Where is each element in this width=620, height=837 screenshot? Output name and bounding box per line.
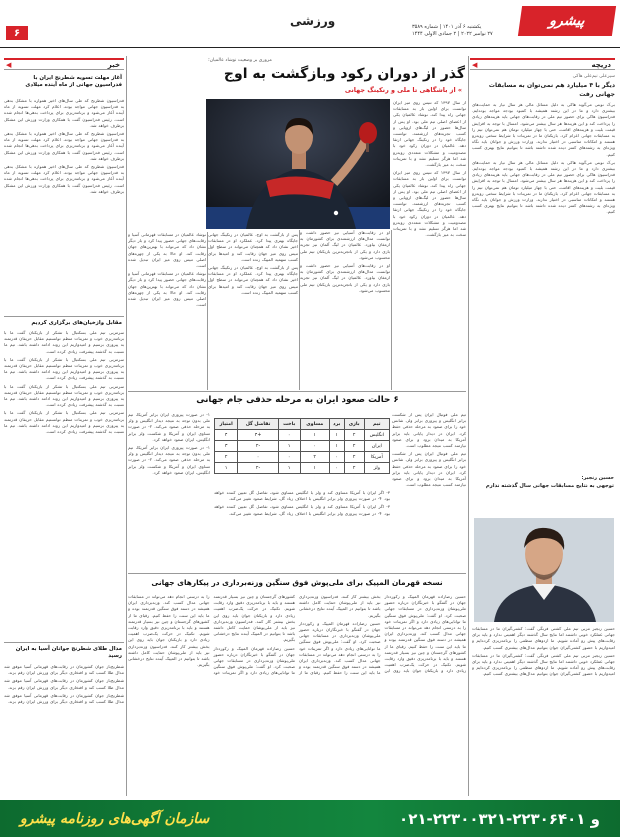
table-cell: ۰ [278,452,300,463]
table-cell: ایران [364,441,389,452]
news-headline: مقابل وازخیان‌های برگزاری کردیم [31,320,122,326]
main-body-column: پس از بازگشت به اوج، عالمیان در رنکینگ جهانی جایگاه بهتری پیدا کرد. عملکرد او در مسابقات اخیر نشان داد که همچنان می‌تواند در سطح اول تنیس روی میز جهان رقابت کند و امیدها برای کسب سهمیه المپیک زنده است. پس از بازگشت به اوج، عالمیان در رنکینگ جهانی جایگاه بهتری پیدا کرد. عملکرد او در مسابقات اخیر نشان داد که همچنان می‌تواند در سطح اول تنیس روی میز جهان رقابت کند و امیدها برای کسب سهمیه المپیک زنده است. [208,232,298,295]
table-cell: -۲ [238,441,278,452]
table-cell: ۲ [300,452,329,463]
main-body-column: او در رقابت‌های آسیایی نیز حضور داشت و توانست مدال‌های ارزشمندی برای کشورمان به ارمغان بیاورد. عالمیان در لیگ آلمان نیز تجربه بازی دارد و یکی از باتجربه‌ترین بازیکنان تیم ملی محسوب می‌شود. او در رقابت‌های آسیایی نیز حضور داشت و توانست مدال‌های ارزشمندی برای کشورمان به ارمغان بیاورد. عالمیان در لیگ آلمان نیز تجربه بازی دارد و یکی از باتجربه‌ترین بازیکنان تیم ملی محسوب می‌شود. [300,230,390,293]
table-cell: ولز [364,463,389,474]
section-title: ورزشی [290,14,336,28]
main-subheadline: » از باشگاهی تا ملی و رنکینگ جهانی [344,86,462,94]
column-header: بازی [344,419,364,430]
table-cell: ۲ [344,452,364,463]
news-headline: آغاز مهلت تسویه شطرنج ایران با فدراسیون جهانی از ماه آینده میلادی [25,75,122,88]
portrait-photo [474,518,614,622]
standings-body: ۳- اگر ایران با آمریکا مساوی کند و ولز با انگلیس مساوی شود، تفاضل گل تعیین کننده خواهد بود. ۴- در صورت پیروزی ولز برابر انگلیس با اختلاف زیاد گل، شرایط صعود تغییر می‌کند. ۳- اگر ایران با آمریکا مساوی کند و ولز با انگلیس مساوی شود، تفاضل گل تعیین کننده خواهد بود. ۴- در صورت پیروزی ولز برابر انگلیس با اختلاف زیاد گل، شرایط صعود تغییر می‌کند. [214,490,390,516]
standings-body: تیم ملی فوتبال ایران پس از شکست برابر انگلیس و پیروزی برابر ولز، شانس خود را برای صعود به مرحله حذفی حفظ کرد. ایران در دیدار پایانی باید برابر آمریکا به میدان برود و برای صعود نیازمند کسب نتیجه مطلوب است. تیم ملی فوتبال ایران پس از شکست برابر انگلیس و پیروزی برابر ولز، شانس خود را برای صعود به مرحله حذفی حفظ کرد. ایران در دیدار پایانی باید برابر آمریکا به میدان برود و برای صعود نیازمند کسب نتیجه مطلوب است. [392,412,466,488]
table-row [215,452,390,463]
table-cell: انگلیس [364,430,389,441]
table-cell: ۰ [238,452,278,463]
quote-headline: توجهی به نتایج مسابقات جهانی سال گذشته ندارم [485,483,614,489]
column-header: برد [329,419,344,430]
table-cell: ۱ [278,463,300,474]
column-divider [468,56,469,796]
table-cell: ۰ [300,441,329,452]
quote-body: حسین رنجبر مربی تیم ملی کشتی فرنگی گفت: کشتی‌گیران ما در مسابقات جهانی عملکرد خوبی داشتند اما نتایج سال گذشته دیگر اهمیتی ندارد و باید برای رقابت‌های پیش رو آماده شویم. ما اردوهای منظمی را برنامه‌ریزی کرده‌ایم و امیدواریم با حضور کشتی‌گیران جوان بتوانیم مدال‌های بیشتری کسب کنیم. حسین رنجبر مربی تیم ملی کشتی فرنگی گفت: کشتی‌گیران ما در مسابقات جهانی عملکرد خوبی داشتند اما نتایج سال گذشته دیگر اهمیتی ندارد و باید برای رقابت‌های پیش رو آماده شویم. ما اردوهای منظمی را برنامه‌ریزی کرده‌ایم و امیدواریم با حضور کشتی‌گیران جوان بتوانیم مدال‌های بیشتری کسب کنیم. [472,626,615,677]
column-divider [126,56,127,796]
standings-headline: ۶ حالت صعود ایران به مرحله حذفی جام جهانی [196,395,399,405]
table-cell: ۱ [215,463,238,474]
main-body-column: از سال ۱۳۹۷ که تنیس روی میز ایران توانست برای اولین بار به مسابقات جهانی راه پیدا کند، نوشاد عالمیان یکی از اعضای اصلی تیم ملی بود. او پس از سال‌ها حضور در لیگ‌های اروپایی و کسب تجربه‌های ارزشمند، توانست جایگاه خود را در رنکینگ جهانی ارتقا دهد. عالمیان در دوران رکود خود با مصدومیت و مشکلات متعددی روبه‌رو شد اما هرگز تسلیم نشد و با تمرینات سخت به میز بازگشت. از سال ۱۳۹۷ که تنیس روی میز ایران توانست برای اولین بار به مسابقات جهانی راه پیدا کند، نوشاد عالمیان یکی از اعضای اصلی تیم ملی بود. او پس از سال‌ها حضور در لیگ‌های اروپایی و کسب تجربه‌های ارزشمند، توانست جایگاه خود را در رنکینگ جهانی ارتقا دهد. عالمیان در دوران رکود خود با مصدومیت و مشکلات متعددی روبه‌رو شد اما هرگز تسلیم نشد و با تمرینات سخت به میز بازگشت. [393,100,466,238]
table-cell: ۱ [278,441,300,452]
article-headline: دیگر با ۴ میلیارد هم نمی‌توان به مسابقات جهانی رفت [488,82,615,98]
column-header: باخت [278,419,300,430]
news-body: شطرنج‌باز جوان کشورمان در رقابت‌های قهرمانی آسیا موفق شد مدال طلا کسب کند و افتخاری دیگر برای ورزش ایران رقم بزند. شطرنج‌باز جوان کشورمان در رقابت‌های قهرمانی آسیا موفق شد مدال طلا کسب کند و افتخاری دیگر برای ورزش ایران رقم بزند. شطرنج‌باز جوان کشورمان در رقابت‌های قهرمانی آسیا موفق شد مدال طلا کسب کند و افتخاری دیگر برای ورزش ایران رقم بزند. [4,664,124,705]
table-cell: ۱ [329,441,344,452]
page-number: ۶ [6,26,28,40]
news-divider [4,316,124,317]
article-kicker: سپرعلی نیم‌علی هاکی [572,74,615,79]
table-row [215,441,390,452]
quote-speaker: حسین رنجبر: [581,475,614,481]
table-cell: ۲ [344,463,364,474]
group-standings-table [214,418,390,474]
table-cell: ۴ [215,430,238,441]
newspaper-logo: پیشرو [518,6,616,36]
column-header: امتیاز [215,419,238,430]
table-cell: +۴ [238,430,278,441]
column-header-window [470,58,615,70]
table-cell: ۱ [329,430,344,441]
table-cell: ۰ [329,452,344,463]
chevron-left-icon: ◀ [6,61,12,69]
issue-date: یکشنبه ۶ آذر ۱۴۰۱ | شماره ۳۵۸۹ [412,24,482,30]
weightlifting-headline: نسخه قهرمان المپیک برای ملی‌پوش فوق سنگین وزنه‌برداری در پیکارهای جهانی [151,578,443,587]
issue-date-gregorian: ۲۷ نوامبر ۲۰۲۲ | ۲ جمادی الاولی ۱۴۴۴ [412,31,493,37]
column-label: خبر [107,61,120,69]
ad-label: سازمان آگهی‌های روزنامه پیشرو [20,810,210,827]
table-cell: ۱ [300,463,329,474]
section-divider [128,391,466,392]
table-row [215,430,390,441]
news-body: سرمربی تیم ملی بسکتبال با تشکر از بازیکنان گفت ما با برنامه‌ریزی خوب و تمرینات منظم توانستیم مقابل حریفان قدرتمند به پیروزی برسیم و امیدواریم این روند ادامه داشته باشد. تیم ما نسبت به گذشته پیشرفت زیادی کرده است. سرمربی تیم ملی بسکتبال با تشکر از بازیکنان گفت ما با برنامه‌ریزی خوب و تمرینات منظم توانستیم مقابل حریفان قدرتمند به پیروزی برسیم و امیدواریم این روند ادامه داشته باشد. تیم ما نسبت به گذشته پیشرفت زیادی کرده است. سرمربی تیم ملی بسکتبال با تشکر از بازیکنان گفت ما با برنامه‌ریزی خوب و تمرینات منظم توانستیم مقابل حریفان قدرتمند به پیروزی برسیم و امیدواریم این روند ادامه داشته باشد. تیم ما نسبت به گذشته پیشرفت زیادی کرده است. سرمربی تیم ملی بسکتبال با تشکر از بازیکنان گفت ما با برنامه‌ریزی خوب و تمرینات منظم توانستیم مقابل حریفان قدرتمند به پیروزی برسیم و امیدواریم این روند ادامه داشته باشد. تیم ما نسبت به گذشته پیشرفت زیادی کرده است. [4,330,124,435]
column-label: دریچه [591,61,611,69]
main-kicker: مروری بر وضعیت نوشاد عالمیان؛ [208,58,272,63]
news-divider [4,642,124,643]
main-headline: گذر از دوران رکود وبازگشت به اوج [223,66,465,82]
article-body: بی‌ک نوبتی می‌گوید هاکی به دلیل مسائل مالی هر سال نیاز به حمایت‌های بیشتری دارد و ما در این رشته همیشه با کمبود بودجه مواجه بوده‌ایم. فدراسیون هاکی برای حضور تیم ملی در رقابت‌های جهانی باید هزینه‌های زیادی را پرداخت کند و این هزینه‌ها هر سال بیشتر می‌شود. امسال با توجه به افزایش قیمت بلیت و هزینه‌های اقامت، حتی با چهار میلیارد تومان هم نمی‌توان تیم را به مسابقات جهانی اعزام کرد. بازیکنان ما در تمرینات با شرایط سختی روبه‌رو هستند و امکانات مناسبی در اختیار ندارند. وزارت ورزش و جوانان باید نگاه ویژه‌ای به رشته‌های کمتر دیده شده داشته باشد تا بتوانیم نتایج بهتری کسب کنیم. بی‌ک نوبتی می‌گوید هاکی به دلیل مسائل مالی هر سال نیاز به حمایت‌های بیشتری دارد و ما در این رشته همیشه با کمبود بودجه مواجه بوده‌ایم. فدراسیون هاکی برای حضور تیم ملی در رقابت‌های جهانی باید هزینه‌های زیادی را پرداخت کند و این هزینه‌ها هر سال بیشتر می‌شود. امسال با توجه به افزایش قیمت بلیت و هزینه‌های اقامت، حتی با چهار میلیارد تومان هم نمی‌توان تیم را به مسابقات جهانی اعزام کرد. بازیکنان ما در تمرینات با شرایط سختی روبه‌رو هستند و امکانات مناسبی در اختیار ندارند. وزارت ورزش و جوانان باید نگاه ویژه‌ای به رشته‌های کمتر دیده شده داشته باشد تا بتوانیم نتایج بهتری کسب کنیم. [472,102,615,215]
table-cell: آمریکا [364,452,389,463]
main-body-column: نوشاد عالمیان در مسابقات قهرمانی آسیا و رقابت‌های جهانی حضور پیدا کرد و بار دیگر نشان داد که می‌تواند با بهترین‌های جهان رقابت کند. او حالا به یکی از چهره‌های اصلی تنیس روی میز ایران تبدیل شده است. نوشاد عالمیان در مسابقات قهرمانی آسیا و رقابت‌های جهانی حضور پیدا کرد و بار دیگر نشان داد که می‌تواند با بهترین‌های جهان رقابت کند. او حالا به یکی از چهره‌های اصلی تنیس روی میز ایران تبدیل شده است. [128,232,206,308]
column-header: تفاضل گل [238,419,278,430]
table-cell: ۲ [344,430,364,441]
advertising-banner [0,800,620,837]
column-header: مساوی [300,419,329,430]
table-cell: ۳ [215,441,238,452]
column-divider [391,230,392,390]
table-row [215,463,390,474]
table-cell: ۲ [344,441,364,452]
news-headline: مدال طلای شطرنج جوانان آسیا به ایران رسید [15,646,122,659]
table-cell: ۰ [278,430,300,441]
table-cell: ۲ [215,452,238,463]
column-header-news [4,58,124,70]
chevron-left-icon: ◀ [472,61,478,69]
table-cell: ۰ [329,463,344,474]
weightlifting-body: حسین رضازاده قهرمان المپیک و رکورددار جهان در گفتگو با خبرنگاران درباره حضور ملی‌پوشان وزنه‌برداری در مسابقات جهانی صحبت کرد. او گفت: ملی‌پوش فوق سنگین ما توانایی‌های زیادی دارد و اگر تمرینات خود را به درستی انجام دهد می‌تواند در مسابقات جهانی مدال کسب کند. وزنه‌برداری ایران همیشه در دسته فوق سنگین قدرتمند بوده و ما باید این سنت را حفظ کنیم. رقبای ما از کشورهای گرجستان و چین نیز بسیار قدرتمند هستند و باید با برنامه‌ریزی دقیق وارد رقابت شویم. تکنیک در حرکت یک‌ضرب اهمیت زیادی دارد و بازیکنان جوان باید روی این بخش بیشتر کار کنند. فدراسیون وزنه‌برداری نیز باید از ملی‌پوشان حمایت کامل داشته باشد تا بتوانیم در المپیک آینده نتایج درخشانی بگیریم. حسین رضازاده قهرمان المپیک و رکورددار جهان در گفتگو با خبرنگاران درباره حضور ملی‌پوشان وزنه‌برداری در مسابقات جهانی صحبت کرد. او گفت: ملی‌پوش فوق سنگین ما توانایی‌های زیادی دارد و اگر تمرینات خود را به درستی انجام دهد می‌تواند در مسابقات جهانی مدال کسب کند. وزنه‌برداری ایران همیشه در دسته فوق سنگین قدرتمند بوده و ما باید این سنت را حفظ کنیم. رقبای ما از کشورهای گرجستان و چین نیز بسیار قدرتمند هستند و باید با برنامه‌ریزی دقیق وارد رقابت شویم. تکنیک در حرکت یک‌ضرب اهمیت زیادی دارد و بازیکنان جوان باید روی این بخش بیشتر کار کنند. فدراسیون وزنه‌برداری نیز باید از ملی‌پوشان حمایت کامل داشته باشد تا بتوانیم در المپیک آینده نتایج درخشانی بگیریم. حسین رضازاده قهرمان المپیک و رکورددار جهان در گفتگو با خبرنگاران درباره حضور ملی‌پوشان وزنه‌برداری در مسابقات جهانی صحبت کرد. او گفت: ملی‌پوش فوق سنگین ما توانایی‌های زیادی دارد و اگر تمرینات خود را به درستی انجام دهد می‌تواند در مسابقات جهانی مدال کسب کند. وزنه‌برداری ایران همیشه در دسته فوق سنگین قدرتمند بوده و ما باید این سنت را حفظ کنیم. رقبای ما از کشورهای گرجستان و چین نیز بسیار قدرتمند هستند و باید با برنامه‌ریزی دقیق وارد رقابت شویم. تکنیک در حرکت یک‌ضرب اهمیت زیادی دارد و بازیکنان جوان باید روی این بخش بیشتر کار کنند. فدراسیون وزنه‌برداری نیز باید از ملی‌پوشان حمایت کامل داشته باشد تا بتوانیم در المپیک آینده نتایج درخشانی بگیریم. [128,594,466,676]
table-cell: -۲ [238,463,278,474]
table-cell: ۱ [300,430,329,441]
table-header-row [215,419,390,430]
news-body: فدراسیون شطرنج که طی سال‌های اخیر همواره با مشکل بدهی به فدراسیون جهانی مواجه بوده، اعلام کرد مهلت تسویه از ماه آینده آغاز می‌شود و برنامه‌ریزی برای پرداخت بدهی‌ها انجام شده است. رئیس فدراسیون گفت با همکاری وزارت ورزش این مشکل برطرف خواهد شد. فدراسیون شطرنج که طی سال‌های اخیر همواره با مشکل بدهی به فدراسیون جهانی مواجه بوده، اعلام کرد مهلت تسویه از ماه آینده آغاز می‌شود و برنامه‌ریزی برای پرداخت بدهی‌ها انجام شده است. رئیس فدراسیون گفت با همکاری وزارت ورزش این مشکل برطرف خواهد شد. فدراسیون شطرنج که طی سال‌های اخیر همواره با مشکل بدهی به فدراسیون جهانی مواجه بوده، اعلام کرد مهلت تسویه از ماه آینده آغاز می‌شود و برنامه‌ریزی برای پرداخت بدهی‌ها انجام شده است. رئیس فدراسیون گفت با همکاری وزارت ورزش این مشکل برطرف خواهد شد. [4,98,124,194]
section-divider [128,573,466,574]
table-tennis-player-photo [206,99,390,229]
ad-phone-number: ۰۲۱-۲۲۳۰۰۳۲۱-۲۲۳۰۶۴۰۱ و [399,809,600,828]
standings-body: ۱- در صورت پیروزی ایران برابر آمریکا، تیم ملی بدون توجه به نتیجه دیدار انگلیس و ولز به مرحله حذفی صعود می‌کند. ۲- در صورت تساوی ایران و آمریکا و شکست ولز برابر انگلیس، ایران صعود خواهد کرد. ۱- در صورت پیروزی ایران برابر آمریکا، تیم ملی بدون توجه به نتیجه دیدار انگلیس و ولز به مرحله حذفی صعود می‌کند. ۲- در صورت تساوی ایران و آمریکا و شکست ولز برابر انگلیس، ایران صعود خواهد کرد. [128,412,210,475]
column-header: تیم [364,419,389,430]
